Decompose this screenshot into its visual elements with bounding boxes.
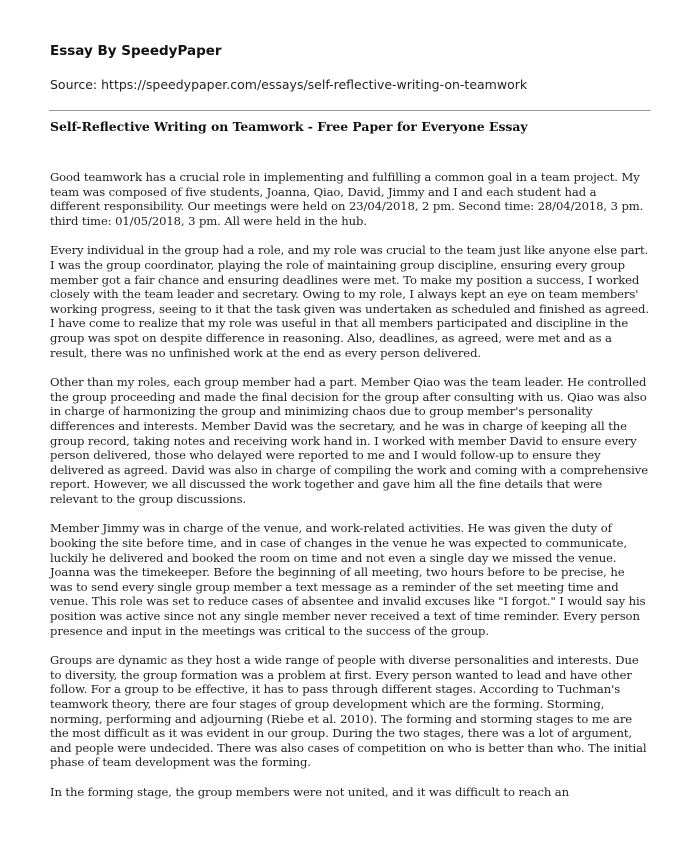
essay-title: Self-Reflective Writing on Teamwork - Free Paper for Everyone Essay: [50, 119, 528, 134]
paragraph: Groups are dynamic as they host a wide range of people with diverse personalities and interests. Due to diversity, the group formation was a problem at first. Every person wanted to lead and have other follow. For a group to be effective, it has to pass through different stages. According to Tuchman's teamwork theory, there are four stages of group development which are the forming. Storming, norming, performing and adjourning (Riebe et al. 2010). The forming and storming stages to me are the most difficult as it was evident in our group. During the two stages, there was a lot of argument, and people were undecided. There was also cases of competition on who is better than who. The initial phase of team development was the forming.: [50, 653, 647, 770]
header-divider: [49, 110, 651, 111]
source-line: Source: https://speedypaper.com/essays/self-reflective-writing-on-teamwork: [50, 77, 528, 92]
header-title: Essay By SpeedyPaper: [50, 43, 222, 59]
document-header: [50, 42, 650, 93]
paragraph: Other than my roles, each group member had a part. Member Qiao was the team leader. He controlled the group proceeding and made the final decision for the group after consulting with us. Qiao was also in charge of harmonizing the group and minimizing chaos due to group member's personality differences and interests. Member David was the secretary, and he was in charge of keeping all the group record, taking notes and receiving work hand in. I worked with member David to ensure every person delivered, those who delayed were reported to me and I would follow-up to ensure they delivered as agreed. David was also in charge of compiling the work and coming with a comprehensive report. However, we all discussed the work together and gave him all the fine details that were relevant to the group discussions.: [50, 375, 648, 506]
paragraph: Good teamwork has a crucial role in implementing and fulfilling a common goal in a team project. My team was composed of five students, Joanna, Qiao, David, Jimmy and I and each student had a different responsibility. Our meetings were held on 23/04/2018, 2 pm. Second time: 28/04/2018, 3 pm. third time: 01/05/2018, 3 pm. All were held in the hub.: [50, 170, 644, 228]
paragraph: In the forming stage, the group members were not united, and it was difficult to reach an: [50, 784, 569, 799]
paragraph: Member Jimmy was in charge of the venue, and work-related activities. He was given the duty of booking the site before time, and in case of changes in the venue he was expected to communicate, luckily he delivered and booked the room on time and not even a single day we missed the venue. Joanna was the timekeeper. Before the beginning of all meeting, two hours before to be precise, he was to send every single group member a text message as a reminder of the set meeting time and venue. This role was set to reduce cases of absentee and invalid excuses like "I forgot." I would say his position was active since not any single member never received a text of time reminder. Every person presence and input in the meetings was critical to the success of the group.: [50, 521, 646, 638]
essay-body: [50, 170, 650, 815]
paragraph: Every individual in the group had a role, and my role was crucial to the team just like anyone else part. I was the group coordinator, playing the role of maintaining group discipline, ensuring every group member got a fair chance and ensuring deadlines were met. To make my position a success, I worked closely with the team leader and secretary. Owing to my role, I always kept an eye on team members' working progress, seeing to it that the task given was undertaken as scheduled and finished as agreed. I have come to realize that my role was useful in that all members participated and discipline in the group was spot on despite difference in reasoning. Also, deadlines, as agreed, were met and as a result, there was no unfinished work at the end as every person delivered.: [50, 243, 649, 360]
